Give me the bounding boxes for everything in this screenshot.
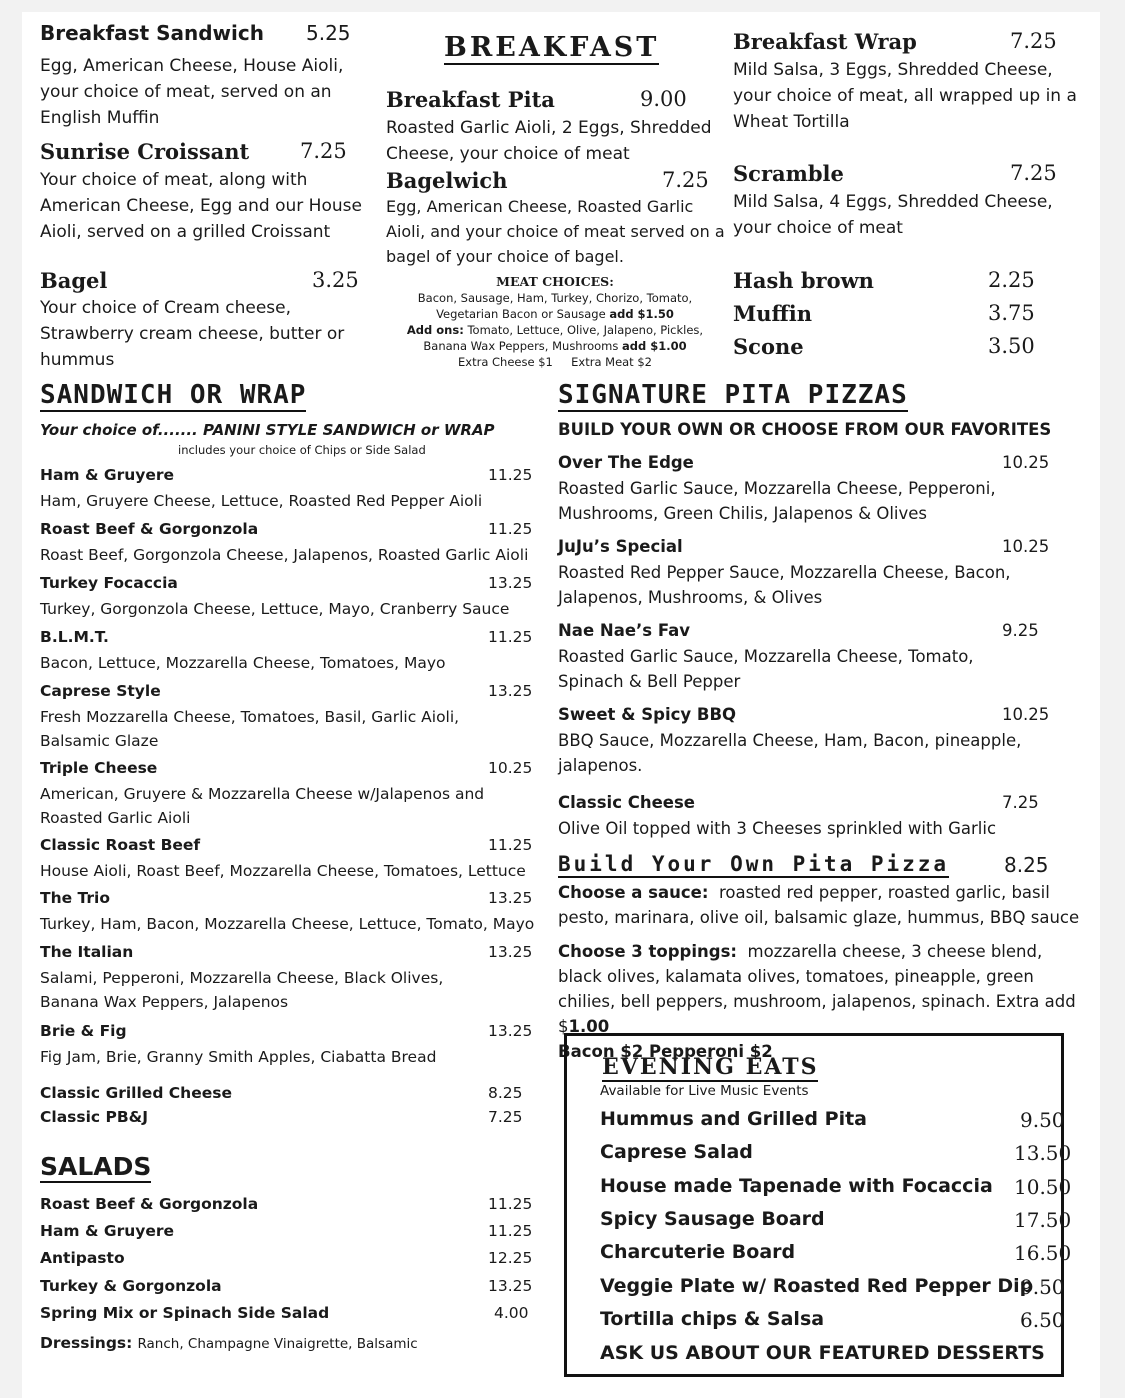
sandwich-item-desc: Turkey, Ham, Bacon, Mozzarella Cheese, Lettuce, Tomato, Mayo — [40, 915, 535, 933]
extra-topping-amount: 1.00 — [568, 1017, 610, 1036]
meat-choices-box — [388, 274, 722, 370]
salad-item-name: Spring Mix or Spinach Side Salad — [40, 1304, 330, 1322]
breakfast-pita-price: 9.00 — [640, 87, 687, 111]
sandwich-item-price: 11.25 — [488, 466, 533, 484]
breakfast-wrap-price: 7.25 — [1010, 29, 1057, 53]
salad-item-name: Roast Beef & Gorgonzola — [40, 1195, 259, 1213]
muffin-price: 3.75 — [988, 301, 1035, 325]
scramble-desc: Mild Salsa, 4 Eggs, Shredded Cheese, your choice of meat — [733, 192, 1053, 238]
sandwich-item-desc: American, Gruyere & Mozzarella Cheese w/Jalapenos and Roasted Garlic Aioli — [40, 785, 485, 827]
evening-item-name: Charcuterie Board — [600, 1241, 796, 1263]
evening-item-name: Caprese Salad — [600, 1141, 753, 1163]
breakfast-pita-desc: Roasted Garlic Aioli, 2 Eggs, Shredded Cheese, your choice of meat — [386, 118, 712, 164]
sandwich-item-name: The Trio — [40, 889, 110, 907]
salads-title: SALADS — [40, 1152, 152, 1181]
pizza-item-price: 10.25 — [1002, 537, 1050, 556]
build-pizza-price: 8.25 — [1004, 853, 1049, 877]
scramble-price: 7.25 — [1010, 161, 1057, 185]
pizza-section-title: SIGNATURE PITA PIZZAS — [558, 380, 908, 410]
salad-item-price: 11.25 — [488, 1222, 533, 1240]
sandwich-item-price: 8.25 — [488, 1084, 523, 1102]
breakfast-wrap-name: Breakfast Wrap — [733, 29, 917, 54]
sandwich-item-price: 7.25 — [488, 1108, 523, 1126]
toppings-options: mozzarella cheese, 3 cheese blend, black olives, kalamata olives, tomatoes, pineapple, green chilies, bell peppers, mushroom, jalapenos, spinach. Extra add $ — [558, 942, 1076, 1036]
evening-item-name: Tortilla chips & Salsa — [600, 1308, 825, 1330]
sandwich-item-desc: Fresh Mozzarella Cheese, Tomatoes, Basil, Garlic Aioli, Balsamic Glaze — [40, 708, 460, 750]
bagel-name: Bagel — [40, 268, 108, 293]
breakfast-sandwich-desc: Egg, American Cheese, House Aioli, your choice of meat, served on an English Muffin — [40, 56, 344, 128]
addons-line4-add: add $1.00 — [622, 339, 687, 353]
pizza-item-price: 10.25 — [1002, 705, 1050, 724]
sandwich-section-title: SANDWICH OR WRAP — [40, 380, 307, 410]
sunrise-croissant-desc: Your choice of meat, along with American Cheese, Egg and our House Aioli, served on a grilled Croissant — [40, 170, 362, 242]
sandwich-item-name: B.L.M.T. — [40, 628, 109, 646]
evening-item-price: 13.50 — [1014, 1141, 1072, 1165]
pizza-item-desc: Olive Oil topped with 3 Cheeses sprinkled with Garlic — [558, 819, 997, 838]
hash-brown-name: Hash brown — [733, 268, 874, 293]
build-sauce-text — [558, 880, 1083, 930]
salad-item-price: 12.25 — [488, 1249, 533, 1267]
evening-eats-title: EVENING EATS — [602, 1054, 819, 1080]
extras-bold: Bacon $2 Pepperoni $2 — [558, 1042, 773, 1061]
sandwich-item-desc: Ham, Gruyere Cheese, Lettuce, Roasted Red Pepper Aioli — [40, 492, 483, 510]
sandwich-item-price: 11.25 — [488, 836, 533, 854]
evening-item-name: Spicy Sausage Board — [600, 1208, 825, 1230]
pizza-item-name: Sweet & Spicy BBQ — [558, 705, 737, 724]
addons-label: Add ons: — [406, 323, 464, 337]
bagel-price: 3.25 — [312, 268, 359, 292]
sandwich-item-price: 10.25 — [488, 759, 533, 777]
addons-line3: Tomato, Lettuce, Olive, Jalapeno, Pickles, — [467, 323, 704, 337]
salad-item-name: Turkey & Gorgonzola — [40, 1277, 222, 1295]
sandwich-item-desc: Salami, Pepperoni, Mozzarella Cheese, Black Olives, Banana Wax Peppers, Jalapenos — [40, 969, 444, 1011]
meat-choices-line2-add: add $1.50 — [609, 307, 674, 321]
sandwich-item-desc: Fig Jam, Brie, Granny Smith Apples, Ciabatta Bread — [40, 1048, 437, 1066]
salad-item-price: 11.25 — [488, 1195, 533, 1213]
bagelwich-desc: Egg, American Cheese, Roasted Garlic Aioli, and your choice of meat served on a bagel of your choice of bagel. — [386, 197, 725, 266]
breakfast-title: BREAKFAST — [444, 32, 660, 63]
pizza-item-desc: Roasted Garlic Sauce, Mozzarella Cheese, Pepperoni, Mushrooms, Green Chilis, Jalapenos & Olives — [558, 479, 996, 523]
sandwich-item-name: Turkey Focaccia — [40, 574, 178, 592]
evening-item-price: 6.50 — [1020, 1308, 1065, 1332]
pizza-item-name: JuJu’s Special — [558, 537, 683, 556]
sandwich-item-desc: Bacon, Lettuce, Mozzarella Cheese, Tomatoes, Mayo — [40, 654, 446, 672]
dressings-line — [40, 1333, 418, 1352]
hash-brown-price: 2.25 — [988, 268, 1035, 292]
evening-item-price: 9.50 — [1020, 1108, 1065, 1132]
sandwich-item-name: The Italian — [40, 943, 134, 961]
breakfast-sandwich-name: Breakfast Sandwich — [40, 21, 264, 45]
pizza-item-desc: Roasted Red Pepper Sauce, Mozzarella Cheese, Bacon, Jalapenos, Mushrooms, & Olives — [558, 563, 1011, 607]
pizza-item-name: Nae Nae’s Fav — [558, 621, 691, 640]
bagelwich-name: Bagelwich — [386, 168, 508, 193]
pizza-item-price: 9.25 — [1002, 621, 1039, 640]
salad-item-price: 13.25 — [488, 1277, 533, 1295]
pizza-subtitle: BUILD YOUR OWN OR CHOOSE FROM OUR FAVORITES — [558, 420, 1052, 439]
sauce-options: roasted red pepper, roasted garlic, basil pesto, marinara, olive oil, balsamic glaze, hummus, BBQ sauce — [558, 883, 1080, 927]
evening-eats-subtitle: Available for Live Music Events — [600, 1083, 809, 1099]
addons-line4: Banana Wax Peppers, Mushrooms — [423, 339, 619, 353]
sandwich-item-name: Caprese Style — [40, 682, 161, 700]
scone-price: 3.50 — [988, 334, 1035, 358]
extras-line: Extra Cheese $1 Extra Meat $2 — [458, 355, 652, 369]
sauce-label: Choose a sauce: — [558, 883, 709, 902]
pizza-item-desc: BBQ Sauce, Mozzarella Cheese, Ham, Bacon, pineapple, jalapenos. — [558, 731, 1022, 775]
salad-item-name: Ham & Gruyere — [40, 1222, 175, 1240]
sandwich-item-name: Ham & Gruyere — [40, 466, 175, 484]
breakfast-sandwich-price: 5.25 — [306, 21, 351, 45]
pizza-item-name: Over The Edge — [558, 453, 694, 472]
meat-choices-line2: Vegetarian Bacon or Sausage — [436, 307, 606, 321]
breakfast-wrap-desc: Mild Salsa, 3 Eggs, Shredded Cheese, your choice of meat, all wrapped up in a Wheat Tortilla — [733, 60, 1077, 132]
pizza-item-price: 7.25 — [1002, 793, 1039, 812]
dressings-label: Dressings: — [40, 1334, 133, 1352]
evening-item-price: 17.50 — [1014, 1208, 1072, 1232]
sandwich-item-name: Brie & Fig — [40, 1022, 127, 1040]
sandwich-subtitle: Your choice of....... PANINI STYLE SANDWICH or WRAP — [40, 421, 495, 439]
salad-item-name: Antipasto — [40, 1249, 125, 1267]
bagelwich-price: 7.25 — [662, 168, 709, 192]
sandwich-item-name: Classic Roast Beef — [40, 836, 201, 854]
dressings-list: Ranch, Champagne Vinaigrette, Balsamic — [137, 1336, 418, 1352]
sandwich-item-price: 11.25 — [488, 628, 533, 646]
muffin-name: Muffin — [733, 301, 812, 326]
evening-item-name: Hummus and Grilled Pita — [600, 1108, 867, 1130]
sandwich-note: includes your choice of Chips or Side Salad — [178, 443, 426, 457]
breakfast-pita-name: Breakfast Pita — [386, 87, 555, 112]
sandwich-item-desc: House Aioli, Roast Beef, Mozzarella Cheese, Tomatoes, Lettuce — [40, 862, 526, 880]
sandwich-item-price: 11.25 — [488, 520, 533, 538]
sandwich-item-desc: Turkey, Gorgonzola Cheese, Lettuce, Mayo, Cranberry Sauce — [40, 600, 510, 618]
bagel-desc: Your choice of Cream cheese, Strawberry cream cheese, butter or hummus — [40, 298, 345, 370]
pizza-item-name: Classic Cheese — [558, 793, 695, 812]
evening-item-price: 16.50 — [1014, 1241, 1072, 1265]
evening-item-name: Veggie Plate w/ Roasted Red Pepper Dip — [600, 1275, 1034, 1297]
evening-item-price: 9.50 — [1020, 1275, 1065, 1299]
sandwich-item-desc: Roast Beef, Gorgonzola Cheese, Jalapenos, Roasted Garlic Aioli — [40, 546, 529, 564]
evening-item-name: House made Tapenade with Focaccia — [600, 1175, 993, 1197]
desserts-note: ASK US ABOUT OUR FEATURED DESSERTS — [600, 1342, 1045, 1364]
toppings-label: Choose 3 toppings: — [558, 942, 737, 961]
sandwich-item-name: Roast Beef & Gorgonzola — [40, 520, 259, 538]
build-pizza-title: Build Your Own Pita Pizza — [558, 852, 950, 876]
sandwich-item-price: 13.25 — [488, 574, 533, 592]
sandwich-item-price: 13.25 — [488, 1022, 533, 1040]
evening-item-price: 10.50 — [1014, 1175, 1072, 1199]
sandwich-item-price: 13.25 — [488, 682, 533, 700]
scone-name: Scone — [733, 334, 804, 359]
meat-choices-title: MEAT CHOICES: — [496, 274, 614, 289]
pizza-item-desc: Roasted Garlic Sauce, Mozzarella Cheese, Tomato, Spinach & Bell Pepper — [558, 647, 974, 691]
sunrise-croissant-name: Sunrise Croissant — [40, 139, 250, 164]
sandwich-item-price: 13.25 — [488, 889, 533, 907]
scramble-name: Scramble — [733, 161, 844, 186]
sunrise-croissant-price: 7.25 — [300, 139, 347, 163]
sandwich-item-price: 13.25 — [488, 943, 533, 961]
salad-item-price: 4.00 — [494, 1304, 529, 1322]
sandwich-item-name: Classic PB&J — [40, 1108, 148, 1126]
meat-choices-line1: Bacon, Sausage, Ham, Turkey, Chorizo, Tomato, — [417, 291, 693, 305]
sandwich-item-name: Triple Cheese — [40, 759, 158, 777]
sandwich-item-name: Classic Grilled Cheese — [40, 1084, 232, 1102]
pizza-item-price: 10.25 — [1002, 453, 1050, 472]
